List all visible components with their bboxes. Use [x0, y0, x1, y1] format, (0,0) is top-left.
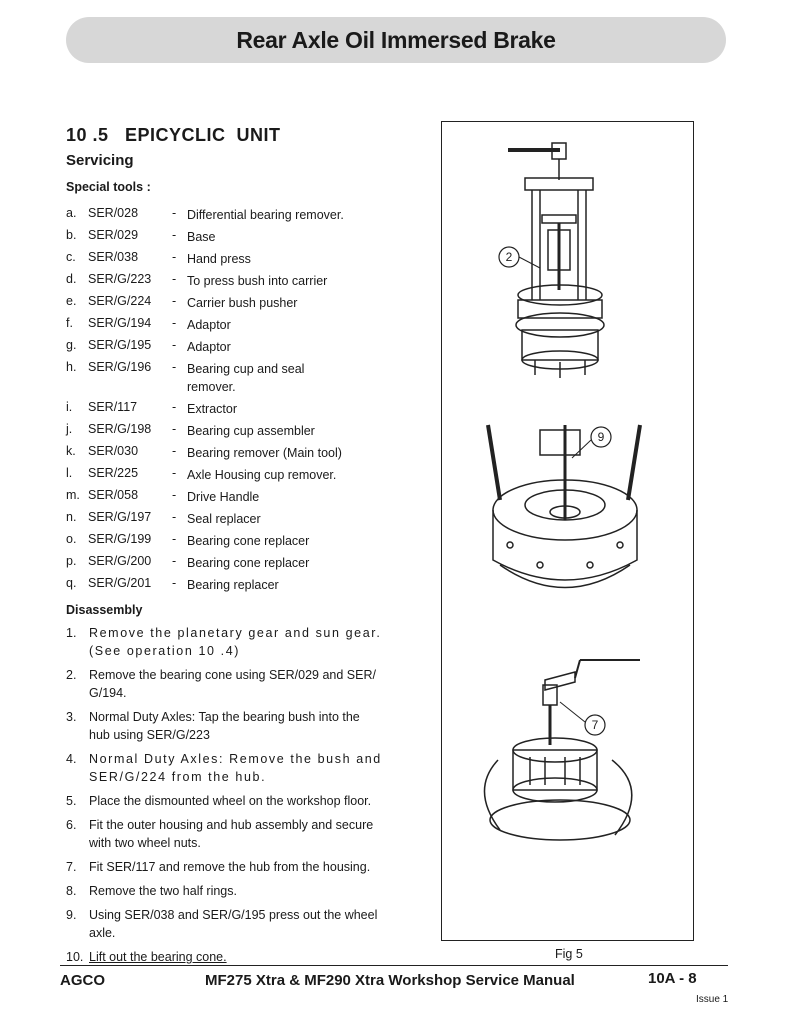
tool-letter: o. [66, 532, 77, 546]
tool-description: Differential bearing remover. [187, 208, 344, 222]
tool-description: Axle Housing cup remover. [187, 468, 337, 482]
footer-issue: Issue 1 [696, 994, 729, 1005]
tool-letter: l. [66, 466, 73, 480]
tool-dash: - [172, 488, 177, 502]
callout-2 [499, 247, 540, 268]
tool-letter: f. [66, 316, 73, 330]
section-subtitle: Servicing [66, 152, 134, 169]
tool-description: Bearing cup assembler [187, 424, 315, 438]
tool-dash: - [172, 532, 177, 546]
step-number: 6. [66, 818, 77, 832]
step-text: Normal Duty Axles: Remove the bush and SER/G/224 from the hub. [89, 752, 382, 784]
callout-label: 2 [505, 250, 513, 264]
tool-letter: c. [66, 250, 76, 264]
tool-dash: - [172, 554, 177, 568]
tool-letter: n. [66, 510, 77, 524]
tool-dash: - [172, 400, 177, 414]
tool-code: SER/G/224 [88, 294, 152, 308]
footer-divider [60, 965, 728, 966]
tool-letter: h. [66, 360, 77, 374]
tool-description: Bearing replacer [187, 578, 279, 592]
section-title: 10 .5 EPICYCLIC UNIT [66, 125, 281, 145]
tool-letter: e. [66, 294, 77, 308]
step-number: 8. [66, 884, 77, 898]
step-number: 5. [66, 794, 77, 808]
tool-dash: - [172, 316, 177, 330]
step-number: 4. [66, 752, 77, 766]
tool-dash: - [172, 360, 177, 374]
tool-dash: - [172, 294, 177, 308]
tool-description: Bearing cup and seal remover. [187, 362, 305, 394]
step-number: 9. [66, 908, 77, 922]
special-tools-heading: Special tools : [66, 180, 151, 194]
step-number: 1. [66, 626, 77, 640]
tool-code: SER/G/223 [88, 272, 152, 286]
step-text: Remove the bearing cone using SER/029 and SER/ G/194. [89, 668, 376, 700]
tool-letter: p. [66, 554, 77, 568]
tool-description: Hand press [187, 252, 251, 266]
tool-code: SER/117 [88, 400, 138, 414]
tool-dash: - [172, 444, 177, 458]
footer-page-number: 10A - 8 [648, 970, 697, 987]
callout-label: 7 [591, 718, 599, 732]
tool-dash: - [172, 228, 177, 242]
tool-letter: m. [66, 488, 80, 502]
tool-dash: - [172, 206, 177, 220]
tool-description: Drive Handle [187, 490, 260, 504]
step-text: Remove the two half rings. [89, 884, 237, 898]
step-text: Remove the planetary gear and sun gear. (See operation 10 .4) [89, 626, 382, 658]
tool-letter: b. [66, 228, 77, 242]
tool-letter: i. [66, 400, 73, 414]
extractor-illustration [484, 660, 640, 840]
tool-code: SER/G/197 [88, 510, 152, 524]
tool-description: Bearing cone replacer [187, 534, 310, 548]
tool-dash: - [172, 338, 177, 352]
callout-label: 9 [597, 430, 605, 444]
tool-dash: - [172, 576, 177, 590]
step-number: 10. [66, 950, 84, 964]
tool-description: Seal replacer [187, 512, 261, 526]
step-text: Normal Duty Axles: Tap the bearing bush into the hub using SER/G/223 [89, 710, 360, 742]
step-text: Fit the outer housing and hub assembly and secure with two wheel nuts. [89, 818, 374, 850]
figure-caption: Fig 5 [555, 947, 583, 961]
tool-code: SER/G/200 [88, 554, 152, 568]
tool-code: SER/G/196 [88, 360, 152, 374]
callout-9 [572, 427, 611, 458]
step-number: 7. [66, 860, 77, 874]
tool-description: To press bush into carrier [187, 274, 328, 288]
tool-description: Adaptor [187, 340, 231, 354]
tool-code: SER/G/201 [88, 576, 152, 590]
footer-brand: AGCO [60, 972, 105, 989]
tool-description: Bearing cone replacer [187, 556, 310, 570]
tool-code: SER/028 [88, 206, 139, 220]
tool-letter: a. [66, 206, 77, 220]
step-number: 3. [66, 710, 77, 724]
tool-code: SER/G/199 [88, 532, 152, 546]
tool-description: Carrier bush pusher [187, 296, 298, 310]
hand-press-illustration [505, 143, 604, 378]
step-text: Fit SER/117 and remove the hub from the housing. [89, 860, 371, 874]
callout-7 [560, 702, 605, 735]
tool-letter: j. [66, 422, 73, 436]
tool-dash: - [172, 250, 177, 264]
step-number: 2. [66, 668, 77, 682]
footer-manual-title: MF275 Xtra & MF290 Xtra Workshop Service Manual [205, 972, 575, 989]
step-text: Lift out the bearing cone. [89, 950, 227, 964]
tool-letter: k. [66, 444, 76, 458]
tool-dash: - [172, 272, 177, 286]
tool-code: SER/G/198 [88, 422, 152, 436]
tool-description: Extractor [187, 402, 238, 416]
tool-letter: q. [66, 576, 77, 590]
tool-description: Bearing remover (Main tool) [187, 446, 342, 460]
page-header-title: Rear Axle Oil Immersed Brake [236, 26, 556, 53]
tool-description: Base [187, 230, 216, 244]
tool-code: SER/038 [88, 250, 139, 264]
tool-code: SER/G/194 [88, 316, 152, 330]
tool-dash: - [172, 422, 177, 436]
tool-code: SER/030 [88, 444, 139, 458]
tool-code: SER/G/195 [88, 338, 152, 352]
step-text: Using SER/038 and SER/G/195 press out the wheel axle. [89, 908, 378, 940]
tool-dash: - [172, 466, 177, 480]
tool-description: Adaptor [187, 318, 231, 332]
tool-dash: - [172, 510, 177, 524]
tool-letter: d. [66, 272, 77, 286]
tool-letter: g. [66, 338, 77, 352]
tool-code: SER/225 [88, 466, 139, 480]
tool-code: SER/058 [88, 488, 139, 502]
step-text: Place the dismounted wheel on the workshop floor. [89, 794, 372, 808]
puller-illustration [488, 425, 640, 588]
disassembly-heading: Disassembly [66, 603, 143, 617]
tool-code: SER/029 [88, 228, 139, 242]
